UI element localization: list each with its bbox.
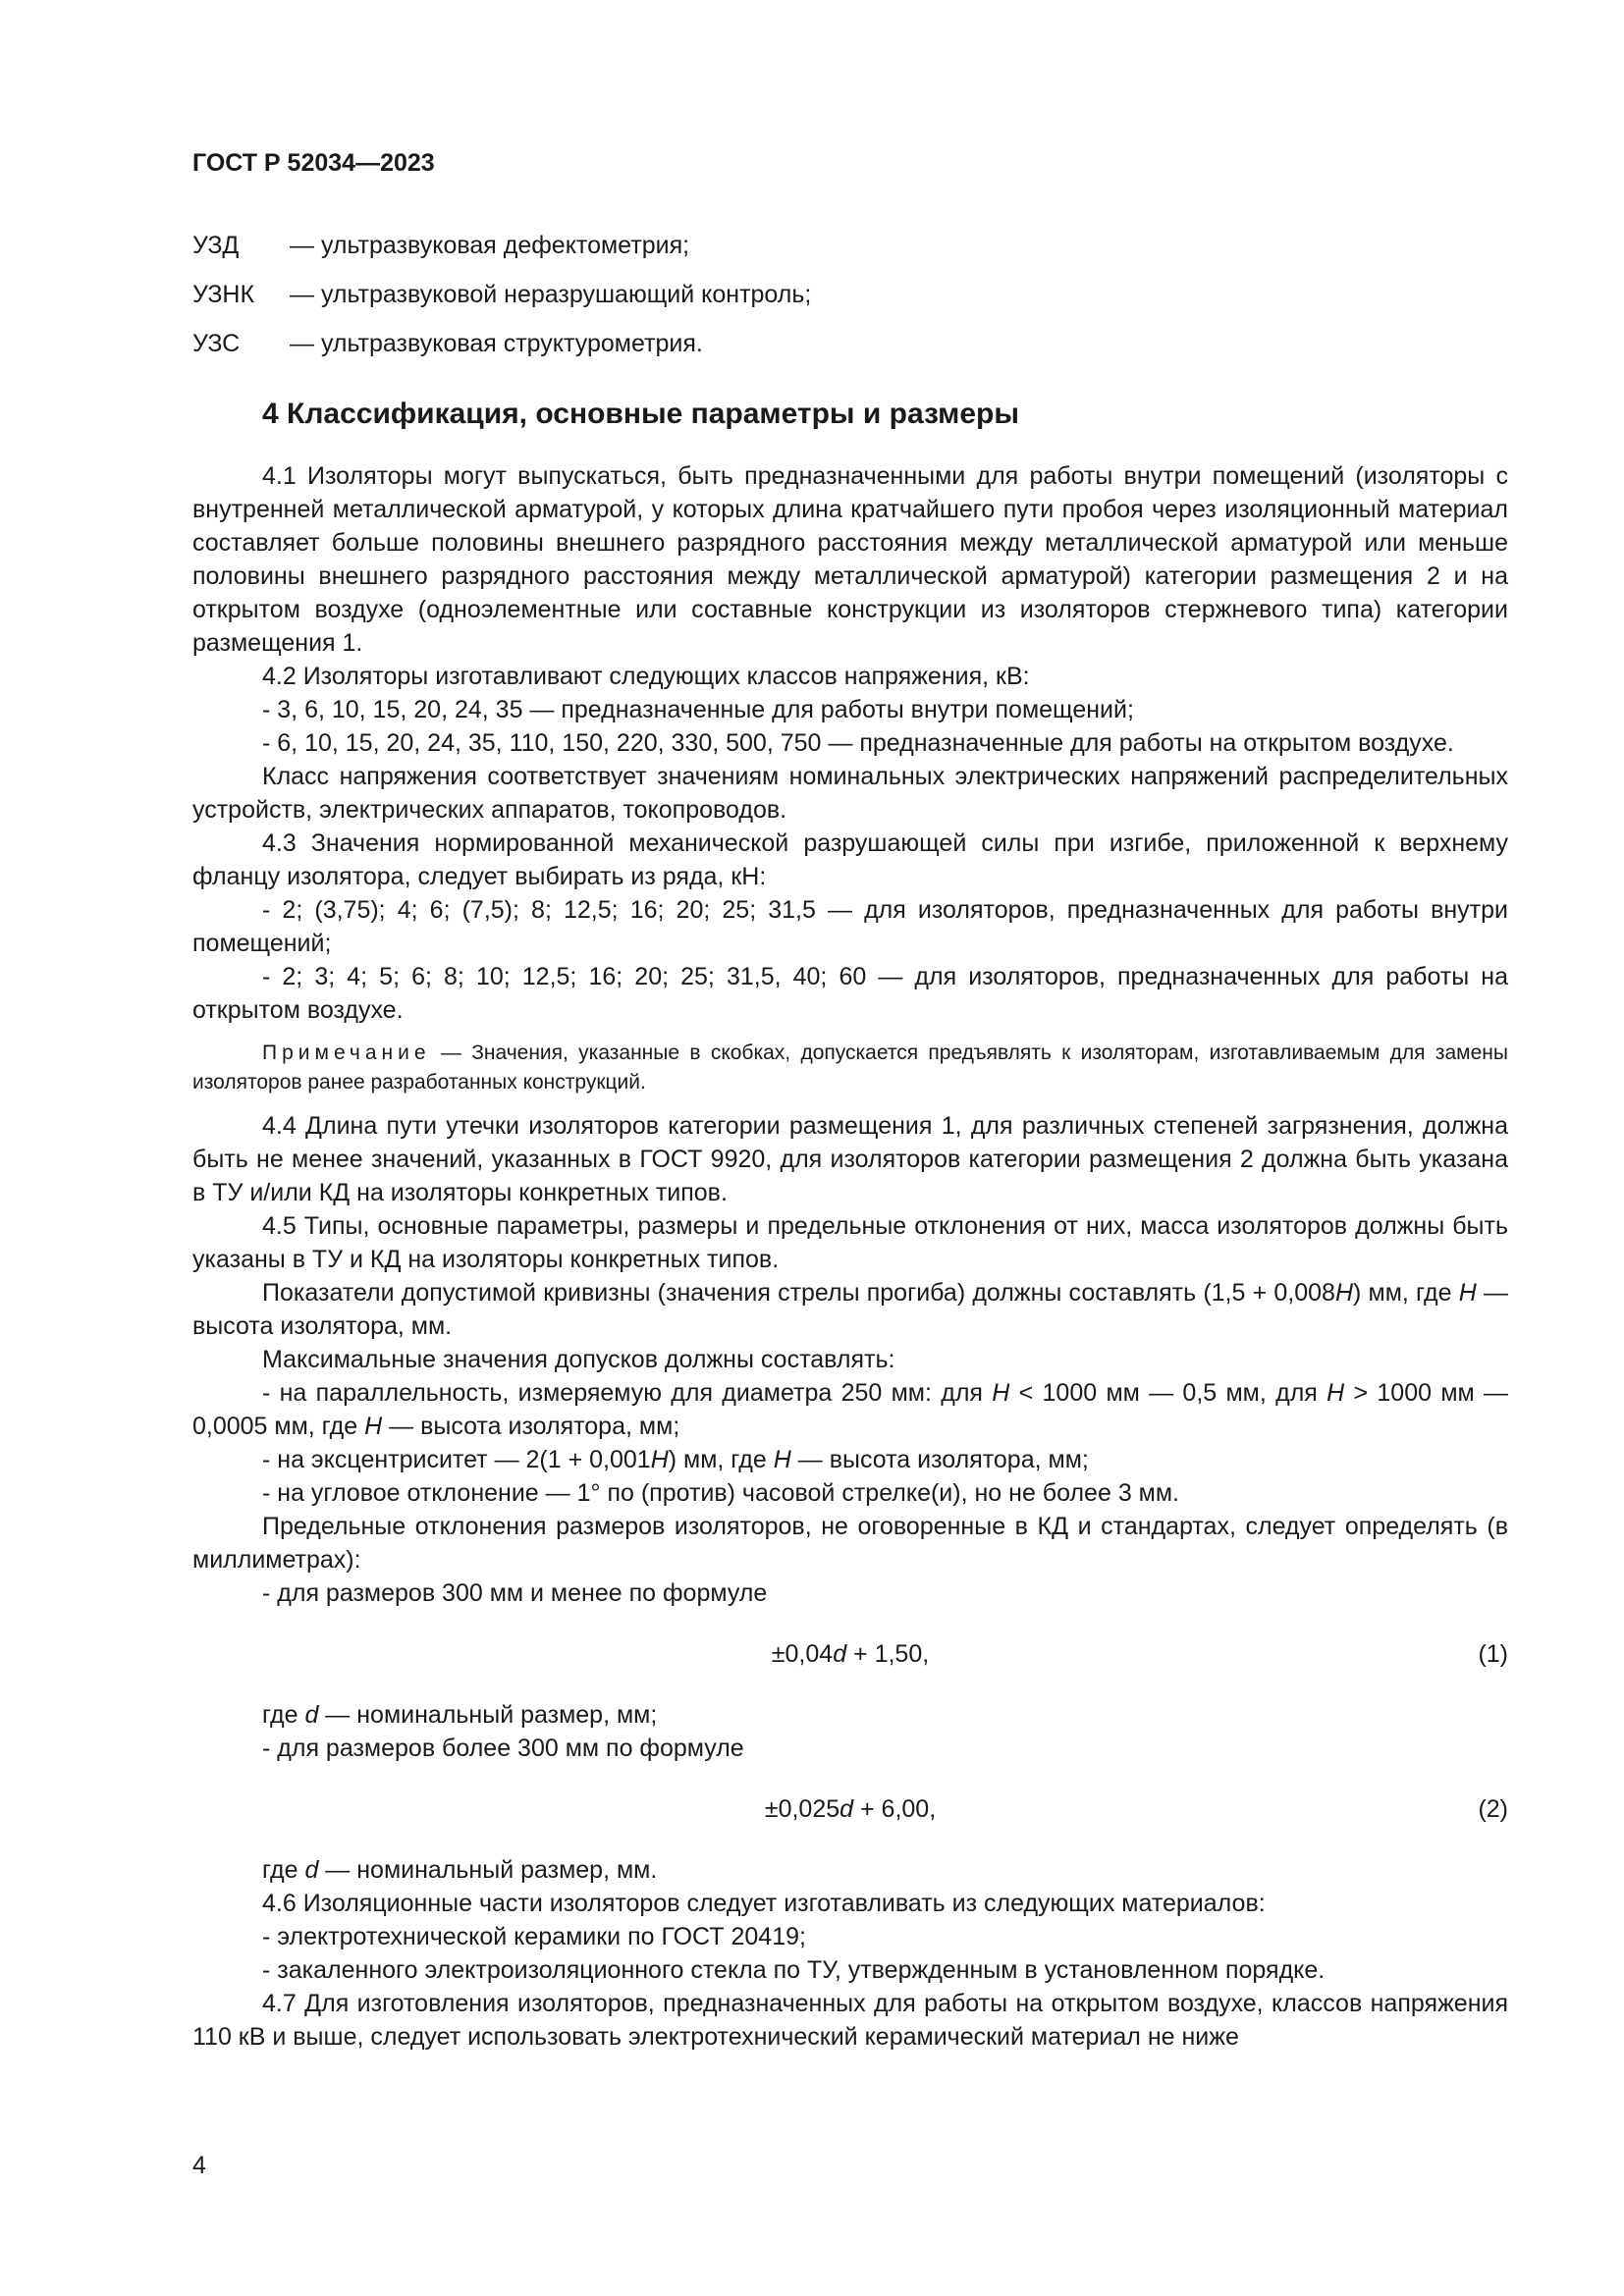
- formula-1: [192, 1637, 1508, 1671]
- note-text: — Значения, указанные в скобках, допускается предъявлять к изоляторам, изготавливаемым для замены изоляторов ранее разработанных конструкций.: [192, 1041, 1508, 1094]
- formula-expression: ±0,04d + 1,50,: [771, 1640, 930, 1668]
- formula-where: где d — номинальный размер, мм;: [262, 1701, 658, 1729]
- paragraph-4-5: 4.5 Типы, основные параметры, размеры и предельные отклонения от них, масса изоляторов должны быть указаны в ТУ и КД на изоляторы конкретных типов.: [192, 1212, 1508, 1273]
- list-item: - для размеров 300 мм и менее по формуле: [262, 1579, 768, 1607]
- list-item: - закаленного электроизоляционного стекла по ТУ, утвержденным в установленном порядке.: [262, 1956, 1326, 1984]
- list-item: - 6, 10, 15, 20, 24, 35, 110, 150, 220, 330, 500, 750 — предназначенные для работы на открытом воздухе.: [262, 729, 1454, 757]
- list-item: - для размеров более 300 мм по формуле: [262, 1735, 744, 1762]
- abbreviation-row: [192, 327, 1508, 360]
- note: [192, 1039, 1508, 1097]
- paragraph-4-2: 4.2 Изоляторы изготавливают следующих классов напряжения, кВ:: [262, 663, 1030, 690]
- section-body: [192, 459, 1508, 2054]
- abbreviation-key: УЗС: [192, 330, 241, 357]
- paragraph-curvature: Показатели допустимой кривизны (значения стрелы прогиба) должны составлять (1,5 + 0,008H) мм, где H — высота изолятора, мм.: [192, 1279, 1508, 1340]
- formula-expression: ±0,025d + 6,00,: [764, 1795, 937, 1823]
- abbreviation-text: — ультразвуковая дефектометрия;: [290, 232, 690, 259]
- page-number: 4: [192, 2152, 206, 2179]
- paragraph-4-4: 4.4 Длина пути утечки изоляторов категории размещения 1, для различных степеней загрязнения, должна быть не менее значений, указанных в ГОСТ 9920, для изоляторов категории размещения 2 должна быть указана в ТУ и/или КД на изоляторы конкретных типов.: [192, 1112, 1508, 1206]
- abbreviation-text: — ультразвуковой неразрушающий контроль;: [290, 281, 812, 308]
- paragraph-4-6: 4.6 Изоляционные части изоляторов следует изготавливать из следующих материалов:: [262, 1890, 1266, 1917]
- list-item: - 2; (3,75); 4; 6; (7,5); 8; 12,5; 16; 20; 25; 31,5 — для изоляторов, предназначенных для работы внутри помещений;: [192, 896, 1508, 957]
- document-header: ГОСТ Р 52034—2023: [192, 149, 435, 177]
- paragraph-tolerances: Максимальные значения допусков должны составлять:: [262, 1346, 895, 1373]
- abbreviation-key: УЗД: [192, 232, 240, 259]
- formula-number: (2): [1478, 1795, 1508, 1823]
- list-item: - на эксцентриситет — 2(1 + 0,001H) мм, где H — высота изолятора, мм;: [262, 1446, 1089, 1473]
- list-item: - на угловое отклонение — 1° по (против) часовой стрелке(и), но не более 3 мм.: [262, 1479, 1179, 1507]
- list-item: - на параллельность, измеряемую для диаметра 250 мм: для H < 1000 мм — 0,5 мм, для H > 1000 мм — 0,0005 мм, где H — высота изолятора, мм;: [192, 1379, 1508, 1440]
- section-title: 4 Классификация, основные параметры и размеры: [262, 398, 1020, 430]
- abbreviation-text: — ультразвуковая структурометрия.: [290, 330, 703, 357]
- paragraph-4-7: 4.7 Для изготовления изоляторов, предназначенных для работы на открытом воздухе, классов напряжения 110 кВ и выше, следует использовать электротехнический керамический материал не ниже: [192, 1990, 1508, 2051]
- list-item: - электротехнической керамики по ГОСТ 20419;: [262, 1923, 806, 1950]
- paragraph-4-1: 4.1 Изоляторы могут выпускаться, быть предназначенными для работы внутри помещений (изоляторы с внутренней металлической арматурой, у которых длина кратчайшего пути пробоя через изоляционный материал составляет больше половины внешнего разрядного расстояния между металлической арматурой или меньше половины внешнего разрядного расстояния между металлической арматурой) категории размещения 2 и на открытом воздухе (одноэлементные или составные конструкции из изоляторов стержневого типа) категории размещения 1.: [192, 462, 1508, 657]
- formula-where: где d — номинальный размер, мм.: [262, 1856, 658, 1884]
- paragraph-limit-deviations: Предельные отклонения размеров изоляторов, не оговоренные в КД и стандартах, следует определять (в миллиметрах):: [192, 1513, 1508, 1574]
- list-item: - 2; 3; 4; 5; 6; 8; 10; 12,5; 16; 20; 25; 31,5, 40; 60 — для изоляторов, предназначенных для работы на открытом воздухе.: [192, 963, 1508, 1024]
- abbreviation-row: [192, 229, 1508, 262]
- abbreviation-key: УЗНК: [192, 281, 255, 308]
- abbreviation-row: [192, 278, 1508, 311]
- paragraph-4-3: 4.3 Значения нормированной механической разрушающей силы при изгибе, приложенной к верхнему фланцу изолятора, следует выбирать из ряда, кН:: [192, 829, 1508, 890]
- paragraph-voltage-class: Класс напряжения соответствует значениям номинальных электрических напряжений распределительных устройств, электрических аппаратов, токопроводов.: [192, 763, 1508, 824]
- formula-2: [192, 1792, 1508, 1826]
- list-item: - 3, 6, 10, 15, 20, 24, 35 — предназначенные для работы внутри помещений;: [262, 696, 1134, 723]
- formula-number: (1): [1478, 1640, 1508, 1668]
- note-label: Примечание: [262, 1041, 431, 1064]
